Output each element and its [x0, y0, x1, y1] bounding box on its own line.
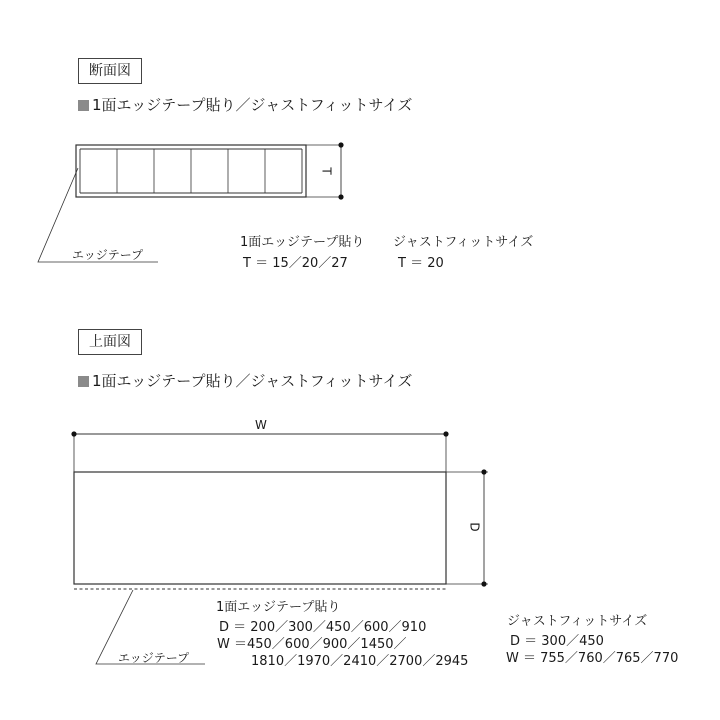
bullet-square-icon [78, 100, 89, 111]
t-dimension-dot [338, 194, 343, 199]
w-dimension [71, 431, 448, 472]
d-dimension-dot [481, 469, 486, 474]
cross-section-label: 断面図 [89, 63, 131, 79]
tv-spec-fit-w: W ＝ 755／760／765／770 [506, 651, 679, 666]
tv-spec-edge-w2: 1810／1970／2410／2700／2945 [251, 654, 469, 669]
tv-spec-edge-title: 1面エッジテープ貼り [216, 600, 341, 615]
w-label: W [255, 418, 267, 432]
cross-section-label-box [78, 58, 142, 84]
cs-spec-edge-title: 1面エッジテープ貼り [240, 235, 365, 250]
w-dimension-dot [443, 431, 448, 436]
tv-spec-fit-d: D ＝ 300／450 [510, 634, 604, 649]
top-view-heading-text: 1面エッジテープ貼り／ジャストフィットサイズ [92, 372, 413, 390]
tv-spec-edge-d: D ＝ 200／300／450／600／910 [219, 620, 427, 635]
top-view-heading [78, 370, 412, 391]
tv-spec-fit-title: ジャストフィットサイズ [507, 614, 648, 629]
edge-tape-label-1: エッジテープ [72, 248, 144, 262]
top-view-outline [74, 472, 446, 584]
top-view-board [74, 472, 446, 589]
edge-tape-label-2: エッジテープ [118, 651, 190, 665]
cs-spec-fit-value: T ＝ 20 [398, 256, 444, 271]
d-label: D [467, 522, 482, 532]
w-dimension-dot [71, 431, 76, 436]
cs-spec-fit-title: ジャストフィットサイズ [393, 235, 534, 250]
cross-section-board [76, 145, 306, 197]
cross-section-heading-text: 1面エッジテープ貼り／ジャストフィットサイズ [92, 96, 413, 114]
top-view-label-box [78, 329, 142, 355]
t-label: T [319, 167, 334, 175]
t-dimension-dot [338, 142, 343, 147]
d-dimension-dot [481, 581, 486, 586]
cross-section-heading [78, 94, 412, 115]
bullet-square-icon [78, 376, 89, 387]
top-view-label: 上面図 [89, 334, 131, 350]
tv-spec-edge-w1: W ＝450／600／900／1450／ [217, 637, 407, 652]
cs-spec-edge-value: T ＝ 15／20／27 [243, 256, 348, 271]
